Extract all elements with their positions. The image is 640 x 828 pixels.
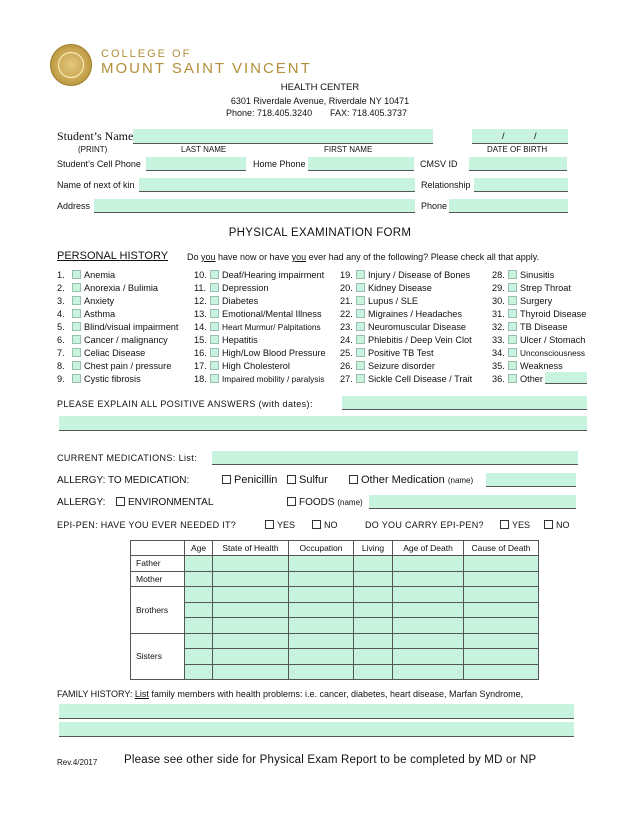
history-item-label: High Cholesterol: [222, 361, 290, 371]
history-item[interactable]: [194, 335, 258, 345]
table-row: [131, 633, 539, 649]
history-checkbox[interactable]: [508, 270, 517, 279]
history-item-number: 8.: [57, 361, 65, 371]
history-item[interactable]: [194, 374, 324, 384]
history-item-label: Phlebitis / Deep Vein Clot: [368, 335, 472, 345]
history-item-label: Kidney Disease: [368, 283, 432, 293]
history-item-number: 12.: [194, 296, 207, 306]
history-item-label: Sickle Cell Disease / Trait: [368, 374, 473, 384]
history-checkbox[interactable]: [72, 309, 81, 318]
history-item-number: 22.: [340, 309, 353, 319]
history-checkbox[interactable]: [72, 270, 81, 279]
sulfur-label: Sulfur: [299, 474, 328, 486]
cell-phone-field[interactable]: [146, 157, 246, 171]
history-item[interactable]: [492, 283, 571, 293]
allergy-medication-label: ALLERGY: TO MEDICATION:: [57, 475, 190, 486]
history-item-label: Cystic fibrosis: [84, 374, 141, 384]
history-item-number: 2.: [57, 283, 65, 293]
history-item[interactable]: [194, 283, 268, 293]
history-item-label: Asthma: [84, 309, 116, 319]
header-occupation: Occupation: [289, 541, 354, 556]
history-item[interactable]: [194, 348, 326, 358]
other-medication-label: Other Medication: [361, 474, 445, 486]
history-item[interactable]: [340, 270, 470, 280]
history-item[interactable]: [340, 322, 466, 332]
table-row: [131, 618, 539, 634]
health-center-address: 6301 Riverdale Avenue, Riverdale NY 10471: [230, 96, 410, 106]
first-name-label: FIRST NAME: [324, 145, 373, 154]
history-checkbox[interactable]: [356, 296, 365, 305]
foods-label: FOODS: [299, 497, 335, 508]
penicillin-checkbox[interactable]: [222, 475, 231, 484]
history-item-label: Unconsciousness: [520, 348, 586, 358]
epipen-needed-label: EPI-PEN: HAVE YOU EVER NEEDED IT?: [57, 520, 237, 530]
personal-history-instructions: Do you have now or have you ever had any of the following? Please check all that apply.: [187, 252, 540, 262]
history-checkbox[interactable]: [72, 322, 81, 331]
history-item-number: 3.: [57, 296, 65, 306]
history-item[interactable]: [57, 348, 145, 358]
explain-positive-field-1[interactable]: [342, 396, 587, 410]
history-checkbox[interactable]: [356, 335, 365, 344]
history-item-label: Deaf/Hearing impairment: [222, 270, 325, 280]
history-item-label: Neuromuscular Disease: [368, 322, 467, 332]
history-item-number: 26.: [340, 361, 353, 371]
history-checkbox[interactable]: [356, 361, 365, 370]
history-checkbox[interactable]: [72, 335, 81, 344]
history-item-label: Ulcer / Stomach: [520, 335, 586, 345]
history-item[interactable]: [492, 270, 554, 280]
history-checkbox[interactable]: [72, 348, 81, 357]
history-item-label: Anxiety: [84, 296, 115, 306]
table-row: [131, 602, 539, 618]
next-of-kin-field[interactable]: [139, 178, 415, 192]
personal-history-heading: PERSONAL HISTORY: [57, 250, 169, 262]
history-checkbox[interactable]: [356, 374, 365, 383]
history-item-label: Thyroid Disease: [520, 309, 587, 319]
epipen-needed-no[interactable]: NO: [312, 520, 338, 530]
history-item-number: 31.: [492, 309, 505, 319]
history-item-label: Weakness: [520, 361, 563, 371]
epipen-needed-yes[interactable]: YES: [265, 520, 295, 530]
current-medications-label: CURRENT MEDICATIONS: List:: [57, 453, 198, 463]
family-table-blank-header: [131, 541, 185, 556]
other-medication-name-label: (name): [447, 476, 474, 485]
history-item-number: 21.: [340, 296, 353, 306]
history-checkbox[interactable]: [210, 374, 219, 383]
history-checkbox[interactable]: [356, 270, 365, 279]
history-item[interactable]: [492, 322, 568, 332]
history-item-label: Positive TB Test: [368, 348, 434, 358]
history-item-number: 28.: [492, 270, 505, 280]
history-item[interactable]: [492, 296, 552, 306]
college-of-text: COLLEGE OF: [101, 48, 192, 60]
family-history-list: List: [134, 689, 149, 699]
footer-note: Please see other side for Physical Exam Report to be completed by MD or NP: [124, 754, 537, 766]
epipen-carry-yes-checkbox[interactable]: [500, 520, 509, 529]
history-checkbox[interactable]: [72, 374, 81, 383]
history-item[interactable]: [492, 361, 563, 371]
history-item-number: 19.: [340, 270, 353, 280]
header-state-of-health: State of Health: [213, 541, 289, 556]
allergy-environmental-label: ALLERGY:: [57, 497, 106, 508]
history-item[interactable]: [340, 374, 472, 384]
history-item[interactable]: [492, 309, 586, 319]
revision-label: Rev.4/2017: [57, 758, 98, 767]
college-name: MOUNT SAINT VINCENT: [101, 60, 312, 77]
print-label: (PRINT): [78, 145, 108, 154]
current-medications-field[interactable]: [212, 451, 578, 465]
history-checkbox[interactable]: [210, 361, 219, 370]
dob-label: DATE OF BIRTH: [487, 145, 548, 154]
family-history-label: FAMILY HISTORY:: [57, 689, 133, 699]
row-mother: Mother: [131, 571, 185, 587]
history-item-label: Diabetes: [222, 296, 259, 306]
student-name-label: Student’s Name: [57, 129, 134, 143]
penicillin-option[interactable]: [222, 474, 277, 486]
history-item[interactable]: [57, 361, 171, 371]
health-center-fax: FAX: 718.405.3737: [330, 108, 408, 118]
college-seal-icon: [50, 44, 92, 86]
history-item-number: 4.: [57, 309, 65, 319]
history-checkbox[interactable]: [72, 361, 81, 370]
history-item-number: 10.: [194, 270, 207, 280]
history-item[interactable]: [340, 335, 472, 345]
history-item-number: 20.: [340, 283, 353, 293]
allergy-medication-row: [57, 475, 189, 486]
history-checkbox[interactable]: [210, 283, 219, 292]
history-item-number: 6.: [57, 335, 65, 345]
history-item-label: Sinusitis: [520, 270, 555, 280]
history-item-number: 27.: [340, 374, 353, 384]
history-item[interactable]: [194, 296, 258, 306]
history-item[interactable]: [492, 335, 585, 345]
family-table: [130, 540, 539, 680]
table-row: [131, 556, 539, 572]
phone-field[interactable]: [449, 199, 568, 213]
history-checkbox[interactable]: [210, 335, 219, 344]
history-item-number: 17.: [194, 361, 207, 371]
history-item[interactable]: [57, 283, 158, 293]
row-father: Father: [131, 556, 185, 572]
history-item[interactable]: [194, 322, 321, 332]
table-row: [131, 664, 539, 680]
dob-separator-1: /: [502, 131, 505, 141]
student-name-field[interactable]: [133, 129, 433, 144]
explain-positive-label: PLEASE EXPLAIN ALL POSITIVE ANSWERS (with dates):: [57, 399, 313, 409]
history-item[interactable]: [57, 296, 114, 306]
sulfur-option[interactable]: [287, 474, 328, 486]
history-item[interactable]: [194, 309, 322, 319]
history-item-number: 1.: [57, 270, 65, 280]
history-item[interactable]: [340, 283, 432, 293]
foods-option[interactable]: [287, 497, 363, 508]
home-phone-field[interactable]: [308, 157, 414, 171]
history-checkbox[interactable]: [508, 374, 517, 383]
health-center-title: HEALTH CENTER: [280, 82, 360, 93]
history-item-label: Cancer / malignancy: [84, 335, 168, 345]
history-checkbox[interactable]: [508, 296, 517, 305]
table-row: [131, 649, 539, 665]
history-item[interactable]: [194, 361, 290, 371]
environmental-option[interactable]: [116, 497, 213, 508]
history-item-number: 14.: [194, 322, 207, 332]
header-age-of-death: Age of Death: [393, 541, 464, 556]
history-checkbox[interactable]: [356, 309, 365, 318]
table-row: [131, 571, 539, 587]
phone-label: Phone: [421, 201, 448, 211]
history-item-label: TB Disease: [520, 322, 568, 332]
history-item-number: 30.: [492, 296, 505, 306]
row-brothers: Brothers: [131, 587, 185, 634]
other-medication-field[interactable]: [486, 473, 576, 487]
history-item-number: 32.: [492, 322, 505, 332]
history-item-number: 33.: [492, 335, 505, 345]
history-item-label: Seizure disorder: [368, 361, 435, 371]
history-checkbox[interactable]: [356, 322, 365, 331]
history-item[interactable]: [57, 309, 115, 319]
history-item-label: Migraines / Headaches: [368, 309, 462, 319]
history-checkbox[interactable]: [508, 283, 517, 292]
history-item-number: 7.: [57, 348, 65, 358]
header-cause-of-death: Cause of Death: [464, 541, 539, 556]
history-item-label: Emotional/Mental Illness: [222, 309, 322, 319]
sulfur-checkbox[interactable]: [287, 475, 296, 484]
history-checkbox[interactable]: [210, 322, 219, 331]
address-field[interactable]: [94, 199, 415, 213]
cmsv-id-field[interactable]: [469, 157, 567, 171]
next-of-kin-label: Name of next of kin: [57, 180, 135, 190]
history-item-label: Blind/visual impairment: [84, 322, 179, 332]
history-item-number: 36.: [492, 374, 505, 384]
history-item-label: Heart Murmur/ Palpitations: [222, 322, 321, 332]
history-item[interactable]: [57, 374, 141, 384]
history-checkbox[interactable]: [508, 309, 517, 318]
history-item-label: Impaired mobility / paralysis: [222, 374, 325, 384]
history-checkbox[interactable]: [210, 348, 219, 357]
foods-field[interactable]: [369, 495, 576, 509]
epipen-carry-no-checkbox[interactable]: [544, 520, 553, 529]
other-medication-checkbox[interactable]: [349, 475, 358, 484]
history-item[interactable]: [57, 270, 115, 280]
history-item[interactable]: [340, 348, 434, 358]
history-item[interactable]: [492, 374, 543, 384]
epipen-carry-yes[interactable]: YES: [500, 520, 530, 530]
date-of-birth-field[interactable]: [472, 129, 568, 144]
history-item-number: 11.: [194, 283, 207, 293]
history-checkbox[interactable]: [508, 322, 517, 331]
history-item-number: 16.: [194, 348, 207, 358]
foods-name-label: (name): [337, 498, 363, 507]
history-item-label: Depression: [222, 283, 269, 293]
history-item[interactable]: [340, 296, 418, 306]
header-age: Age: [185, 541, 213, 556]
history-item-number: 25.: [340, 348, 353, 358]
epipen-carry-no[interactable]: NO: [544, 520, 570, 530]
last-name-label: LAST NAME: [181, 145, 227, 154]
cmsv-id-label: CMSV ID: [420, 159, 458, 169]
history-item-number: 24.: [340, 335, 353, 345]
history-checkbox[interactable]: [210, 270, 219, 279]
history-item-number: 15.: [194, 335, 207, 345]
history-item-label: Surgery: [520, 296, 553, 306]
history-item-label: Injury / Disease of Bones: [368, 270, 471, 280]
family-history-field-2[interactable]: [59, 722, 574, 737]
dob-separator-2: /: [534, 131, 537, 141]
history-item-label: Other: [520, 374, 543, 384]
health-center-phone: Phone: 718.405.3240: [226, 108, 313, 118]
history-checkbox[interactable]: [356, 348, 365, 357]
other-condition-field[interactable]: [545, 372, 587, 384]
form-title: PHYSICAL EXAMINATION FORM: [228, 227, 412, 239]
history-item[interactable]: [340, 361, 435, 371]
epipen-needed-no-checkbox[interactable]: [312, 520, 321, 529]
history-item[interactable]: [340, 309, 462, 319]
relationship-label: Relationship: [421, 180, 471, 190]
history-item[interactable]: [57, 335, 168, 345]
cell-phone-label: Student’s Cell Phone: [57, 159, 141, 169]
history-item-label: Hepatitis: [222, 335, 258, 345]
relationship-field[interactable]: [474, 178, 568, 192]
epipen-carry-label: DO YOU CARRY EPI-PEN?: [365, 520, 484, 530]
history-item-label: Anorexia / Bulimia: [84, 283, 159, 293]
history-checkbox[interactable]: [508, 348, 517, 357]
environmental-checkbox[interactable]: [116, 497, 125, 506]
history-item[interactable]: [492, 348, 585, 358]
history-item-number: 5.: [57, 322, 65, 332]
history-item-label: Strep Throat: [520, 283, 571, 293]
epipen-needed-yes-checkbox[interactable]: [265, 520, 274, 529]
history-item-label: Anemia: [84, 270, 116, 280]
history-checkbox[interactable]: [210, 309, 219, 318]
home-phone-label: Home Phone: [253, 159, 306, 169]
history-checkbox[interactable]: [72, 296, 81, 305]
history-item-number: 13.: [194, 309, 207, 319]
family-history-field-1[interactable]: [59, 704, 574, 719]
address-label: Address: [57, 201, 91, 211]
history-item-number: 34.: [492, 348, 505, 358]
history-item-label: Lupus / SLE: [368, 296, 419, 306]
table-row: [131, 587, 539, 603]
history-item-number: 29.: [492, 283, 505, 293]
history-item-label: Chest pain / pressure: [84, 361, 172, 371]
history-checkbox[interactable]: [356, 283, 365, 292]
header-living: Living: [354, 541, 393, 556]
foods-checkbox[interactable]: [287, 497, 296, 506]
history-item-label: High/Low Blood Pressure: [222, 348, 326, 358]
other-medication-option[interactable]: [349, 474, 473, 486]
history-item-label: Celiac Disease: [84, 348, 146, 358]
history-checkbox[interactable]: [508, 361, 517, 370]
history-checkbox[interactable]: [72, 283, 81, 292]
history-checkbox[interactable]: [210, 296, 219, 305]
history-item[interactable]: [194, 270, 324, 280]
history-item-number: 23.: [340, 322, 353, 332]
history-item-number: 18.: [194, 374, 207, 384]
row-sisters: Sisters: [131, 633, 185, 680]
history-item-number: 9.: [57, 374, 65, 384]
history-checkbox[interactable]: [508, 335, 517, 344]
history-item[interactable]: [57, 322, 178, 332]
penicillin-label: Penicillin: [234, 474, 278, 486]
history-item-number: 35.: [492, 361, 505, 371]
environmental-label: ENVIRONMENTAL: [128, 497, 214, 508]
family-history-text: FAMILY HISTORY: List family members with health problems: i.e. cancer, diabetes, heart disease, Marfan Syndrome,: [57, 689, 524, 699]
explain-positive-field-2[interactable]: [59, 416, 587, 431]
